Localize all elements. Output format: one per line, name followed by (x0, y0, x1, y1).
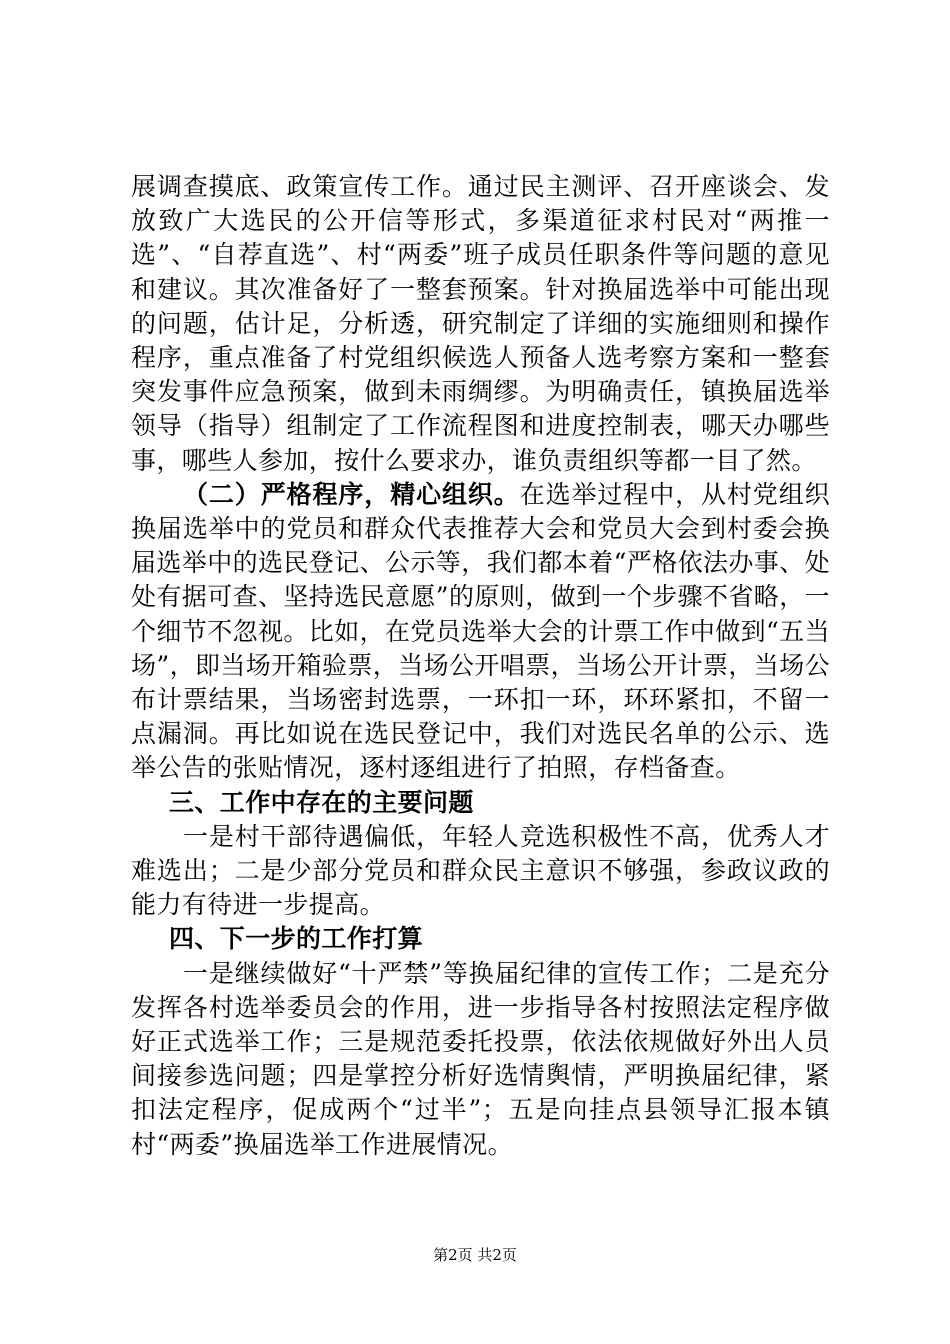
document-body (131, 170, 830, 1162)
paragraph-continued: 展调查摸底、政策宣传工作。通过民主测评、召开座谈会、发放致广大选民的公开信等形式，多渠道征求村民对“两推一选”、“自荐直选”、村“两委”班子成员任职条件等问题的意见和建议。其次准备好了一整套预案。针对换届选举中可能出现的问题，估计足，分析透，研究制定了详细的实施细则和操作程序，重点准备了村党组织候选人预备人选考察方案和一整套突发事件应急预案，做到未雨绸缪。为明确责任，镇换届选举领导（指导）组制定了工作流程图和进度控制表，哪天办哪些事，哪些人参加，按什么要求办，谁负责组织等都一目了然。 (131, 172, 830, 475)
section-2-lead: （二）严格程序，精心组织。 (183, 479, 520, 509)
paragraph-section-4: 一是继续做好“十严禁”等换届纪律的宣传工作；二是充分发挥各村选举委员会的作用，进一步指导各村按照法定程序做好正式选举工作；三是规范委托投票，依法依规做好外出人员间接参选问题；四是掌控分析好选情舆情，严明换届纪律，紧扣法定程序，促成两个“过半”；五是向挂点县领导汇报本镇村“两委”换届选举工作进展情况。 (131, 958, 830, 1159)
section-2-body: 在选举过程中，从村党组织换届选举中的党员和群众代表推荐大会和党员大会到村委会换届选举中的选民登记、公示等，我们都本着“严格依法办事、处处有据可查、坚持选民意愿”的原则，做到一个步骤不省略，一个细节不忽视。比如，在党员选举大会的计票工作中做到“五当场”，即当场开箱验票，当场公开唱票，当场公开计票，当场公布计票结果，当场密封选票，一环扣一环，环环紧扣，不留一点漏洞。再比如说在选民登记中，我们对选民名单的公示、选举公告的张贴情况，逐村逐组进行了拍照，存档备查。 (131, 479, 830, 783)
page-number-footer: 第2页 共2页 (433, 1246, 517, 1264)
heading-section-3: 三、工作中存在的主要问题 (169, 787, 474, 817)
paragraph-section-3: 一是村干部待遇偏低，年轻人竞选积极性不高，优秀人才难选出；二是少部分党员和群众民主意识不够强，参政议政的能力有待进一步提高。 (131, 821, 830, 920)
paragraph-section-2 (131, 478, 830, 786)
heading-section-4: 四、下一步的工作打算 (169, 924, 424, 954)
